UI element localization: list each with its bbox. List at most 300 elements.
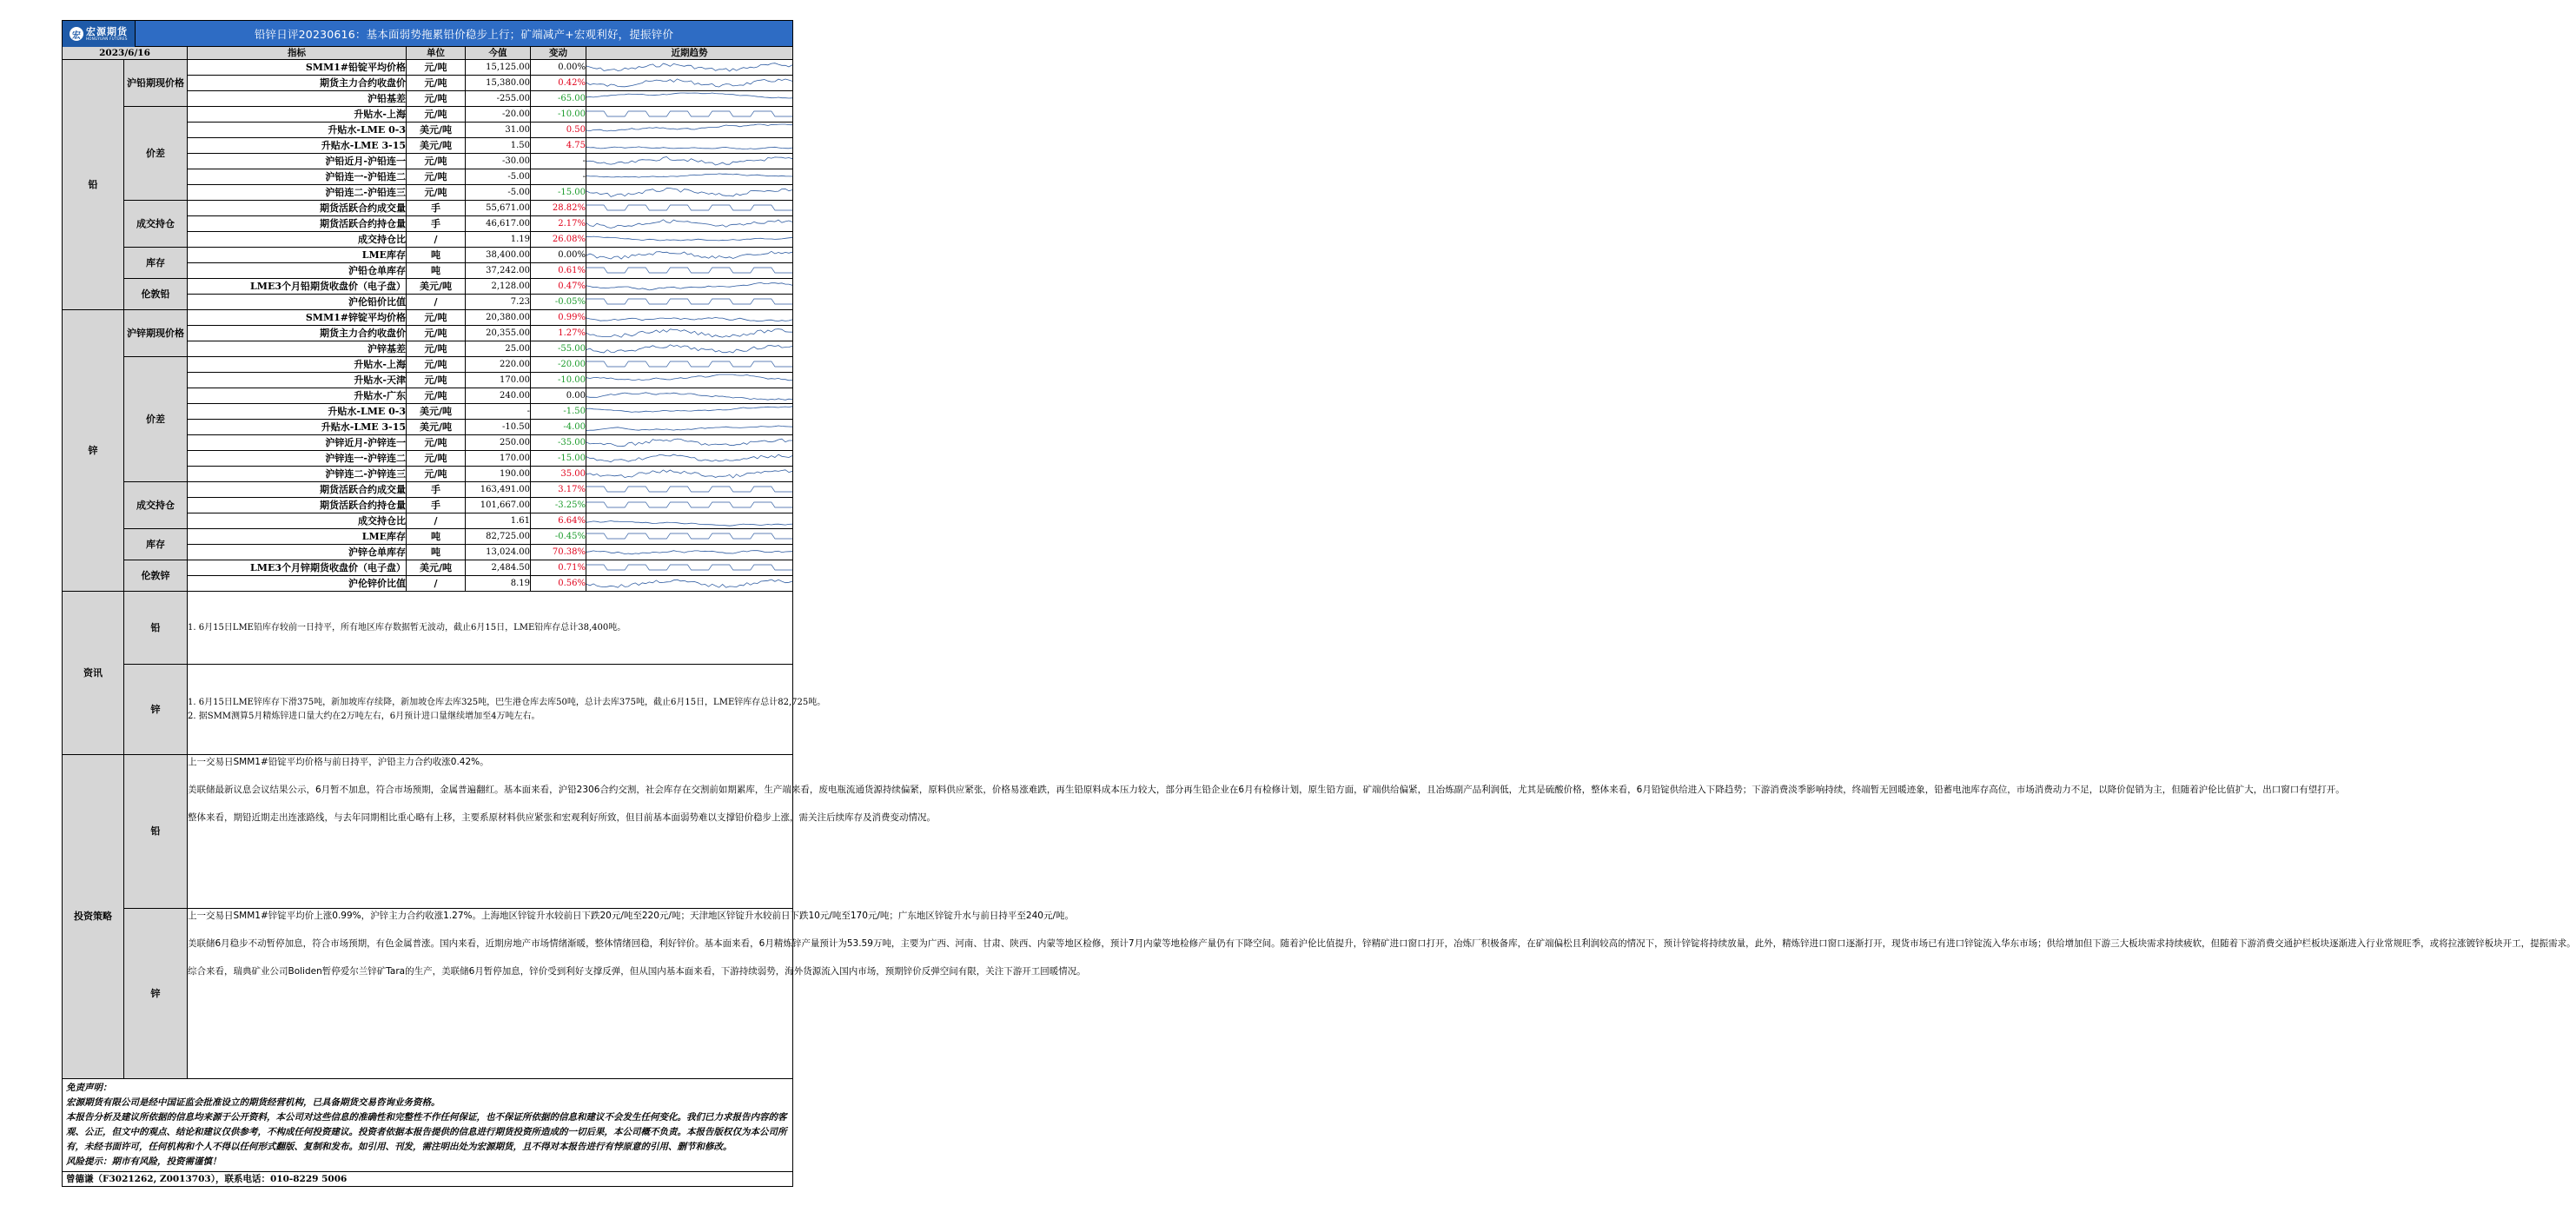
indicator-unit: 美元/吨 [407,420,466,435]
change-value: 0.47% [531,279,586,295]
report-date: 2023/6/16 [63,47,188,60]
indicator-name: 沪铅连二-沪铅连三 [188,185,407,201]
table-row [63,201,793,216]
sparkline [586,529,792,544]
indicator-unit: 吨 [407,545,466,560]
sparkline [586,107,792,122]
sparkline [586,451,792,466]
trend-cell [586,201,793,216]
sparkline-path [586,393,792,401]
indicator-name: 升贴水-LME 0-3 [188,123,407,138]
indicator-unit: 美元/吨 [407,560,466,576]
sparkline [586,169,792,184]
indicator-unit: 元/吨 [407,154,466,169]
trend-cell [586,185,793,201]
change-value: 0.50 [531,123,586,138]
indicator-name: LME3个月铅期货收盘价（电子盘） [188,279,407,295]
indicator-name: 期货主力合约收盘价 [188,76,407,91]
today-value: 250.00 [466,435,531,451]
sparkline-path [586,521,792,527]
group-label: 沪铅期现价格 [124,60,188,107]
indicator-unit: 元/吨 [407,467,466,482]
change-value: 0.00% [531,248,586,263]
strategy-paragraph: 综合来看，瑞典矿业公司Boliden暂停爱尔兰锌矿Tara的生产，美联储6月暂停加息，锌价受到利好支撑反弹，但从国内基本面来看，下游持续弱势，海外货源流入国内市场，预期锌价反弹空间有限，关注下游开工回暖情况。 [188,966,1086,977]
indicator-unit: / [407,576,466,592]
news-lead-label: 铅 [124,592,188,665]
strategy-lead-label: 铅 [124,755,188,909]
table-row [63,248,793,263]
indicator-unit: 吨 [407,248,466,263]
today-value: 1.50 [466,138,531,154]
trend-cell [586,107,793,123]
report-sheet [62,20,2576,1187]
indicator-unit: 手 [407,482,466,498]
sparkline-path [586,251,792,259]
change-value: 35.00 [531,467,586,482]
today-value: 7.23 [466,295,531,310]
sparkline-path [586,189,792,197]
table-row [63,107,793,123]
indicator-unit: 美元/吨 [407,404,466,420]
indicator-name: 沪铅近月-沪铅连一 [188,154,407,169]
trend-cell [586,513,793,529]
change-value: -3.25% [531,498,586,513]
trend-cell [586,404,793,420]
sparkline [586,232,792,247]
sparkline [586,123,792,137]
sparkline-path [586,93,792,98]
indicator-name: 期货活跃合约持仓量 [188,498,407,513]
indicator-unit: 元/吨 [407,310,466,326]
indicator-name: 期货主力合约收盘价 [188,326,407,341]
indicator-unit: 美元/吨 [407,123,466,138]
trend-cell [586,357,793,373]
indicator-name: 升贴水-上海 [188,107,407,123]
change-value: - [531,169,586,185]
sparkline [586,576,792,591]
change-value: -15.00 [531,185,586,201]
sparkline-path [586,157,792,166]
sparkline-path [586,439,792,447]
sparkline-path [586,470,792,478]
indicator-unit: 元/吨 [407,76,466,91]
change-value: 6.64% [531,513,586,529]
change-value: -35.00 [531,435,586,451]
sparkline-path [586,345,792,353]
indicator-name: LME库存 [188,529,407,545]
sparkline [586,263,792,278]
change-value: 2.17% [531,216,586,232]
change-value: -0.45% [531,529,586,545]
indicator-unit: / [407,513,466,529]
sparkline [586,138,792,153]
sparkline [586,373,792,388]
indicator-unit: 元/吨 [407,60,466,76]
sparkline-path [586,147,792,149]
lead-section-label: 铅 [63,60,124,310]
sparkline-path [586,329,792,338]
report-title: 铅锌日评20230616：基本面弱势拖累铅价稳步上行；矿端减产+宏观利好，提振锌价 [136,21,792,46]
indicator-name: LME3个月锌期货收盘价（电子盘） [188,560,407,576]
today-value: 2,484.50 [466,560,531,576]
today-value: 1.61 [466,513,531,529]
sparkline-path [586,220,792,229]
indicator-name: 成交持仓比 [188,232,407,248]
change-value: 4.75 [531,138,586,154]
sparkline [586,326,792,341]
indicator-unit: 元/吨 [407,373,466,388]
indicator-name: 升贴水-广东 [188,388,407,404]
indicator-unit: 元/吨 [407,91,466,107]
indicator-name: 升贴水-天津 [188,373,407,388]
change-value: -10.00 [531,107,586,123]
today-value: 1.19 [466,232,531,248]
sparkline [586,357,792,372]
sparkline-path [586,502,792,507]
trend-cell [586,388,793,404]
sparkline-path [586,299,792,304]
sparkline-path [586,79,792,87]
trend-cell [586,560,793,576]
group-label: 伦敦锌 [124,560,188,592]
indicator-unit: 美元/吨 [407,279,466,295]
company-logo [63,21,136,47]
change-value: -1.50 [531,404,586,420]
change-value: 0.00% [531,60,586,76]
trend-cell [586,216,793,232]
logo-name: 宏源期货 [86,26,128,37]
indicator-name: 沪铅连一-沪铅连二 [188,169,407,185]
sparkline-path [586,533,792,539]
sparkline-path [586,174,792,177]
trend-cell [586,295,793,310]
trend-cell [586,279,793,295]
today-value: 8.19 [466,576,531,592]
today-value: 2,128.00 [466,279,531,295]
trend-cell [586,482,793,498]
indicator-unit: 吨 [407,529,466,545]
sparkline [586,185,792,200]
trend-cell [586,138,793,154]
indicator-name: SMM1#锌锭平均价格 [188,310,407,326]
today-value: 170.00 [466,373,531,388]
indicator-unit: 元/吨 [407,388,466,404]
sparkline [586,435,792,450]
indicator-unit: / [407,232,466,248]
sparkline [586,513,792,528]
change-value: - [531,154,586,169]
today-value: 15,125.00 [466,60,531,76]
news-row [63,665,793,755]
change-value: -4.00 [531,420,586,435]
indicator-unit: 手 [407,201,466,216]
today-value: 38,400.00 [466,248,531,263]
sparkline-path [586,487,792,492]
disclaimer [62,1079,793,1172]
news-row [63,592,793,665]
indicator-unit: 手 [407,498,466,513]
trend-cell [586,123,793,138]
strategy-zinc-text [188,909,2576,1079]
change-value: 0.99% [531,310,586,326]
indicator-name: 沪锌连一-沪锌连二 [188,451,407,467]
strategy-paragraph: 上一交易日SMM1#铅锭平均价格与前日持平，沪铅主力合约收涨0.42%。 [188,757,489,767]
group-label: 沪锌期现价格 [124,310,188,357]
sparkline [586,310,792,325]
trend-cell [586,91,793,107]
today-value: 163,491.00 [466,482,531,498]
trend-cell [586,373,793,388]
group-label: 价差 [124,107,188,201]
change-value: -55.00 [531,341,586,357]
indicator-name: 期货活跃合约持仓量 [188,216,407,232]
sparkline [586,388,792,403]
news-zinc-line: 1. 6月15日LME锌库存下滑375吨，新加坡库存续降，新加坡仓库去库325吨，巴生港仓库去库50吨，总计去库375吨，截止6月15日，LME锌库存总计82,725吨。 [188,697,826,707]
sparkline [586,420,792,434]
change-value: 70.38% [531,545,586,560]
group-label: 库存 [124,529,188,560]
strategy-row [63,909,793,1079]
group-label: 成交持仓 [124,201,188,248]
sparkline-path [586,426,792,431]
news-lead-text: 1. 6月15日LME铅库存较前一日持平，所有地区库存数据暂无波动，截止6月15日，LME铅库存总计38,400吨。 [188,592,793,665]
change-value: 3.17% [531,482,586,498]
sparkline-path [586,268,792,273]
trend-cell [586,467,793,482]
indicator-name: 沪锌近月-沪锌连一 [188,435,407,451]
change-value: 0.61% [531,263,586,279]
news-section-label: 资讯 [63,592,124,755]
change-value: -20.00 [531,357,586,373]
sparkline [586,404,792,419]
today-value: - [466,404,531,420]
indicator-name: 成交持仓比 [188,513,407,529]
sparkline-path [586,565,792,570]
indicator-name: 沪锌仓单库存 [188,545,407,560]
indicator-unit: 元/吨 [407,185,466,201]
change-value: -10.00 [531,373,586,388]
table-row [63,357,793,373]
col-change: 变动 [531,47,586,60]
strategy-section-label: 投资策略 [63,755,124,1079]
sparkline-path [586,205,792,210]
report-header [62,20,793,46]
indicator-name: 升贴水-LME 3-15 [188,138,407,154]
trend-cell [586,341,793,357]
table-row [63,310,793,326]
today-value: 25.00 [466,341,531,357]
sparkline [586,545,792,560]
logo-mark-icon: 宏 [70,27,83,41]
news-zinc-line: 2. 据SMM测算5月精炼锌进口量大约在2万吨左右，6月预计进口量继续增加至4万吨左右。 [188,711,540,721]
strategy-paragraph: 整体来看，期铅近期走出连涨路线，与去年同期相比重心略有上移，主要系原材料供应紧张和宏观利好所致，但目前基本面弱势难以支撑铅价稳步上涨，需关注后续库存及消费变动情况。 [188,812,936,823]
sparkline [586,76,792,90]
sparkline-path [586,551,792,554]
sparkline-path [586,317,792,321]
sparkline [586,248,792,262]
change-value: -65.00 [531,91,586,107]
strategy-paragraph: 美联储6月稳步不动暂停加息，符合市场预期，有色金属普涨。国内来看，近期房地产市场情绪渐暖，整体情绪回稳，利好锌价。基本面来看，6月精炼锌产量预计为53.59万吨，主要为广西、河南、甘肃、陕西、内蒙等地区检修，预计7月内蒙等地检修产量仍有下降空间。随着沪伦比值提升，锌精矿进口窗口打开，冶炼厂积极备库，在矿端偏松且利润较高的情况下，预计锌锭将持续放量，此外，精炼锌进口窗口逐渐打开，现货市场已有进口锌锭流入华东市场；供给增加但下游三大板块需求持续疲软，但随着下游消费交通护栏板块逐渐进入行业常规旺季，或将拉涨镀锌板块开工，提振需求。 [188,938,2576,949]
sparkline-path [586,374,792,381]
indicator-name: LME库存 [188,248,407,263]
sparkline-path [586,124,792,131]
trend-cell [586,232,793,248]
disclaimer-heading: 免责声明： [66,1083,112,1093]
change-value: 1.27% [531,326,586,341]
sparkline [586,60,792,75]
sparkline-path [586,111,792,116]
sparkline-path [586,236,792,241]
sparkline-path [586,407,792,413]
data-table [62,46,2576,1079]
table-row [63,279,793,295]
group-label: 库存 [124,248,188,279]
indicator-name: 升贴水-上海 [188,357,407,373]
today-value: -10.50 [466,420,531,435]
today-value: 31.00 [466,123,531,138]
trend-cell [586,60,793,76]
indicator-name: 期货活跃合约成交量 [188,201,407,216]
trend-cell [586,576,793,592]
today-value: 170.00 [466,451,531,467]
trend-cell [586,248,793,263]
column-header-row [63,47,793,60]
strategy-paragraph: 上一交易日SMM1#锌锭平均价上涨0.99%，沪锌主力合约收涨1.27%。上海地区锌锭升水较前日下跌20元/吨至220元/吨；天津地区锌锭升水较前日下跌10元/吨至170元/吨；广东地区锌锭升水与前日持平至240元/吨。 [188,911,1075,921]
trend-cell [586,420,793,435]
sparkline [586,295,792,309]
indicator-unit: 元/吨 [407,435,466,451]
indicator-unit: 吨 [407,263,466,279]
indicator-unit: 元/吨 [407,357,466,373]
today-value: 20,380.00 [466,310,531,326]
indicator-unit: 元/吨 [407,451,466,467]
trend-cell [586,169,793,185]
col-trend: 近期趋势 [586,47,793,60]
change-value: 0.00 [531,388,586,404]
trend-cell [586,545,793,560]
group-label: 伦敦铅 [124,279,188,310]
indicator-unit: 元/吨 [407,341,466,357]
today-value: 240.00 [466,388,531,404]
sparkline [586,467,792,481]
today-value: -30.00 [466,154,531,169]
trend-cell [586,529,793,545]
news-zinc-label: 锌 [124,665,188,755]
change-value: 26.08% [531,232,586,248]
strategy-row [63,755,793,909]
indicator-name: SMM1#铅锭平均价格 [188,60,407,76]
sparkline-path [586,63,792,71]
col-indicator: 指标 [188,47,407,60]
today-value: 15,380.00 [466,76,531,91]
indicator-name: 期货活跃合约成交量 [188,482,407,498]
change-value: 0.42% [531,76,586,91]
trend-cell [586,154,793,169]
logo-sub: HONGYUAN FUTURES [86,36,128,41]
today-value: 55,671.00 [466,201,531,216]
sparkline-path [586,361,792,367]
today-value: 190.00 [466,467,531,482]
today-value: 20,355.00 [466,326,531,341]
sparkline [586,482,792,497]
today-value: 220.00 [466,357,531,373]
news-zinc-text [188,665,826,755]
indicator-name: 沪锌连二-沪锌连三 [188,467,407,482]
today-value: -255.00 [466,91,531,107]
table-row [63,560,793,576]
today-value: -20.00 [466,107,531,123]
change-value: 0.56% [531,576,586,592]
sparkline [586,560,792,575]
indicator-name: 沪铅仓单库存 [188,263,407,279]
disclaimer-qualification: 宏源期货有限公司是经中国证监会批准设立的期货经营机构，已具备期货交易咨询业务资格。 [66,1097,440,1108]
analyst-contact: 曾德谦（F3021262, Z0013703），联系电话：010-8229 5006 [62,1172,793,1187]
indicator-name: 沪伦锌价比值 [188,576,407,592]
indicator-name: 沪锌基差 [188,341,407,357]
trend-cell [586,435,793,451]
table-row [63,529,793,545]
trend-cell [586,326,793,341]
sparkline-path [586,454,792,462]
indicator-unit: 元/吨 [407,169,466,185]
indicator-unit: 元/吨 [407,326,466,341]
strategy-paragraph: 美联储最新议息会议结果公示，6月暂不加息，符合市场预期，金属普遍翻红。基本面来看，沪铅2306合约交割，社会库存在交割前如期累库，生产端来看，废电瓶流通货源持续偏紧，原料供应紧张，价格易涨难跌，再生铅原料成本压力较大，部分再生铅企业在6月有检修计划，原生铅方面，矿端供给偏紧，且冶炼副产品利润低，尤其是硫酸价格，整体来看，6月铅锭供给进入下降趋势；下游消费淡季影响持续，终端暂无回暖迹象，铅蓄电池库存高位，市场消费动力不足，以降价促销为主，但随着沪伦比值扩大，出口窗口有望打开。 [188,785,2345,795]
indicator-name: 升贴水-LME 0-3 [188,404,407,420]
sparkline-path [586,580,792,587]
change-value: 28.82% [531,201,586,216]
today-value: 82,725.00 [466,529,531,545]
sparkline [586,216,792,231]
zinc-section-label: 锌 [63,310,124,592]
disclaimer-body: 本报告分析及建议所依据的信息均来源于公开资料，本公司对这些信息的准确性和完整性不作任何保证，也不保证所依据的信息和建议不会发生任何变化。我们已力求报告内容的客观、公正，但文中的观点、结论和建议仅供参考，不构成任何投资建议。投资者依据本报告提供的信息进行期货投资所造成的一切后果，本公司概不负责。本报告版权仅为本公司所有，未经书面许可，任何机构和个人不得以任何形式翻版、复制和发布。如引用、刊发，需注明出处为宏源期货，且不得对本报告进行有悖原意的引用、删节和修改。 [66,1112,787,1152]
sparkline [586,201,792,215]
group-label: 价差 [124,357,188,482]
change-value: -15.00 [531,451,586,467]
today-value: -5.00 [466,169,531,185]
table-row [63,482,793,498]
today-value: 37,242.00 [466,263,531,279]
indicator-unit: 手 [407,216,466,232]
col-today: 今值 [466,47,531,60]
col-unit: 单位 [407,47,466,60]
change-value: 0.71% [531,560,586,576]
indicator-name: 沪伦铅价比值 [188,295,407,310]
trend-cell [586,498,793,513]
trend-cell [586,263,793,279]
sparkline [586,279,792,294]
sparkline [586,498,792,513]
strategy-zinc-label: 锌 [124,909,188,1079]
today-value: -5.00 [466,185,531,201]
indicator-unit: / [407,295,466,310]
sparkline-path [586,282,792,290]
sparkline [586,154,792,169]
table-row [63,60,793,76]
trend-cell [586,451,793,467]
today-value: 101,667.00 [466,498,531,513]
indicator-name: 升贴水-LME 3-15 [188,420,407,435]
indicator-name: 沪铅基差 [188,91,407,107]
trend-cell [586,310,793,326]
sparkline [586,341,792,356]
group-label: 成交持仓 [124,482,188,529]
indicator-unit: 元/吨 [407,107,466,123]
risk-warning: 风险提示：期市有风险，投资需谨慎！ [66,1156,222,1167]
indicator-unit: 美元/吨 [407,138,466,154]
sparkline [586,91,792,106]
change-value: -0.05% [531,295,586,310]
today-value: 13,024.00 [466,545,531,560]
